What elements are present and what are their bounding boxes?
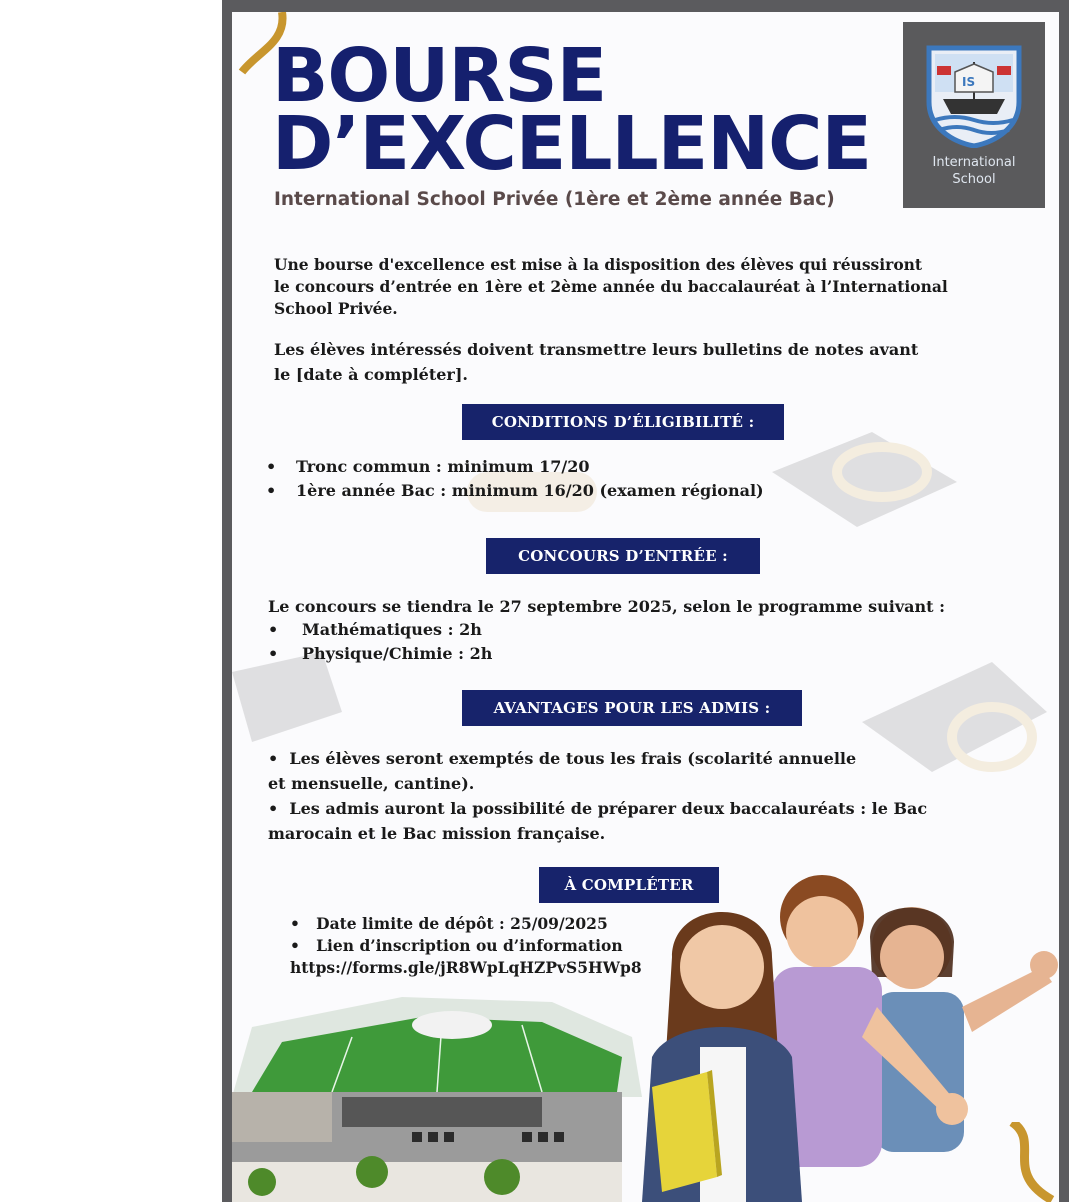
deadline-date: Date limite de dépôt : 25/09/2025 <box>316 914 608 933</box>
logo-monogram: IS <box>962 75 976 89</box>
poster-canvas <box>232 12 1059 1202</box>
benefits-heading: AVANTAGES POUR LES ADMIS : <box>462 690 802 726</box>
bullet: • <box>266 457 277 476</box>
school-logo <box>903 22 1045 208</box>
exam-item-2: Physique/Chimie : 2h <box>302 644 493 663</box>
bullet: • <box>268 644 279 663</box>
eligibility-item-2: 1ère année Bac : minimum 16/20 (examen régional) <box>296 481 764 500</box>
complete-heading: À COMPLÉTER <box>539 867 719 903</box>
bullet: • <box>290 936 300 955</box>
bullet: • <box>290 914 300 933</box>
benefit-2-line-1: Les admis auront la possibilité de préparer deux baccalauréats : le Bac <box>289 799 928 818</box>
exam-list <box>268 618 492 666</box>
exam-intro: Le concours se tiendra le 27 septembre 2025, selon le programme suivant : <box>268 597 946 616</box>
list-item <box>268 642 492 666</box>
campus-photo <box>232 987 642 1202</box>
benefits-paragraph <box>268 746 927 846</box>
intro-line-3: School Privée. <box>274 299 398 318</box>
complete-details <box>290 913 642 979</box>
benefit-2-line-2: marocain et le Bac mission française. <box>268 824 606 843</box>
bullet: • <box>268 620 279 639</box>
intro-line-1: Une bourse d'excellence est mise à la disposition des élèves qui réussiront <box>274 255 923 274</box>
eligibility-heading: CONDITIONS D’ÉLIGIBILITÉ : <box>462 404 784 440</box>
exam-heading: CONCOURS D’ENTRÉE : <box>486 538 760 574</box>
exam-item-1: Mathématiques : 2h <box>302 620 482 639</box>
deadline-line-2: le [date à compléter]. <box>274 365 468 384</box>
intro-paragraph <box>274 254 948 320</box>
bullet: • <box>268 799 279 818</box>
bullet: • <box>266 481 277 500</box>
list-item <box>268 618 492 642</box>
deadline-paragraph <box>274 337 918 387</box>
title-line-2: D’EXCELLENCE <box>272 101 872 187</box>
list-item <box>266 479 764 503</box>
eligibility-list <box>266 455 764 503</box>
students-photo <box>612 857 1059 1202</box>
bullet: • <box>268 749 279 768</box>
school-crest-icon <box>925 44 1023 148</box>
logo-caption <box>903 154 1045 188</box>
poster-subtitle: International School Privée (1ère et 2ème année Bac) <box>274 189 835 210</box>
logo-text-line-2: School <box>952 172 996 187</box>
deadline-line-1: Les élèves intéressés doivent transmettre leurs bulletins de notes avant <box>274 340 919 359</box>
intro-line-2: le concours d’entrée en 1ère et 2ème année du baccalauréat à l’International <box>274 277 948 296</box>
title-line-1: BOURSE <box>272 33 607 119</box>
logo-text-line-1: International <box>932 155 1016 170</box>
benefit-1-line-2: et mensuelle, cantine). <box>268 774 475 793</box>
eligibility-item-1: Tronc commun : minimum 17/20 <box>296 457 590 476</box>
poster <box>222 0 1073 1202</box>
poster-title <box>272 33 872 187</box>
list-item <box>266 455 764 479</box>
registration-info: Lien d’inscription ou d’information <box>316 936 623 955</box>
benefit-1-line-1: Les élèves seront exemptés de tous les frais (scolarité annuelle <box>289 749 857 768</box>
graduation-cap-icon <box>762 412 962 572</box>
registration-link[interactable]: https://forms.gle/jR8WpLqHZPvS5HWp8 <box>290 958 642 977</box>
